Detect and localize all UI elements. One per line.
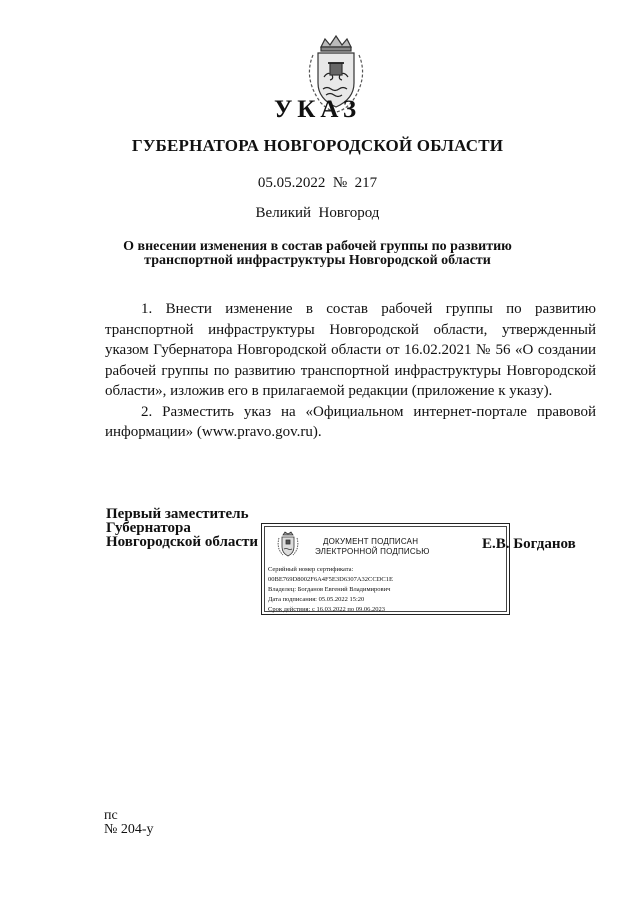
subject-line-1: О внесении изменения в состав рабочей группы по развитию xyxy=(123,239,512,254)
subject-line-2: транспортной инфраструктуры Новгородской области xyxy=(144,253,491,268)
body-paragraph-2: 2. Разместить указ на «Официальном интернет-портале правовой информации» (www.pravo.gov.ru). xyxy=(105,403,596,440)
stamp-heading xyxy=(315,537,430,557)
electronic-signature-stamp xyxy=(261,523,510,615)
stamp-heading-line-1: ДОКУМЕНТ ПОДПИСАН xyxy=(323,537,419,546)
signatory-position xyxy=(106,507,258,549)
stamp-heading-line-2: ЭЛЕКТРОННОЙ ПОДПИСЬЮ xyxy=(315,547,430,556)
footer-line-2: № 204-у xyxy=(104,822,154,837)
cert-owner: Владелец: Богданов Евгений Владимирович xyxy=(268,586,391,593)
date-number-line: 05.05.2022 № 217 xyxy=(257,175,378,191)
document-title: УКАЗ xyxy=(273,96,362,123)
cert-serial: 00BE769D8002F6A4F5E3D6307A32CCDC1E xyxy=(268,576,393,583)
city-line: Великий Новгород xyxy=(255,205,380,221)
signatory-name: Е.В. Богданов xyxy=(482,536,576,552)
stamp-emblem-icon xyxy=(273,530,303,560)
position-line-2: Губернатора xyxy=(106,520,191,536)
body-paragraph-1: 1. Внести изменение в состав рабочей группы по развитию транспортной инфраструктуры Новгородской области, утвержденный указом Губернатора Новгородской области от 16.02.2021 № 56 «О создании рабочей группы по развитию транспортной инфраструктуры Новгородской области», изложив его в прилагаемой редакции (приложение к указу). xyxy=(105,301,596,399)
subject-heading xyxy=(0,240,635,268)
cert-label: Серийный номер сертификата: xyxy=(268,566,354,573)
footer-line-1: пс xyxy=(104,808,118,823)
stamp-details xyxy=(268,565,393,615)
document-issuer: ГУБЕРНАТОРА НОВГОРОДСКОЙ ОБЛАСТИ xyxy=(131,136,504,155)
cert-validity: Срок действия: с 16.03.2022 по 09.06.2023 xyxy=(268,606,385,613)
document-footer xyxy=(104,809,154,837)
position-line-3: Новгородской области xyxy=(106,534,259,550)
document-body xyxy=(105,299,596,443)
signed-date: Дата подписания: 05.05.2022 15:20 xyxy=(268,596,365,603)
position-line-1: Первый заместитель xyxy=(106,506,249,522)
